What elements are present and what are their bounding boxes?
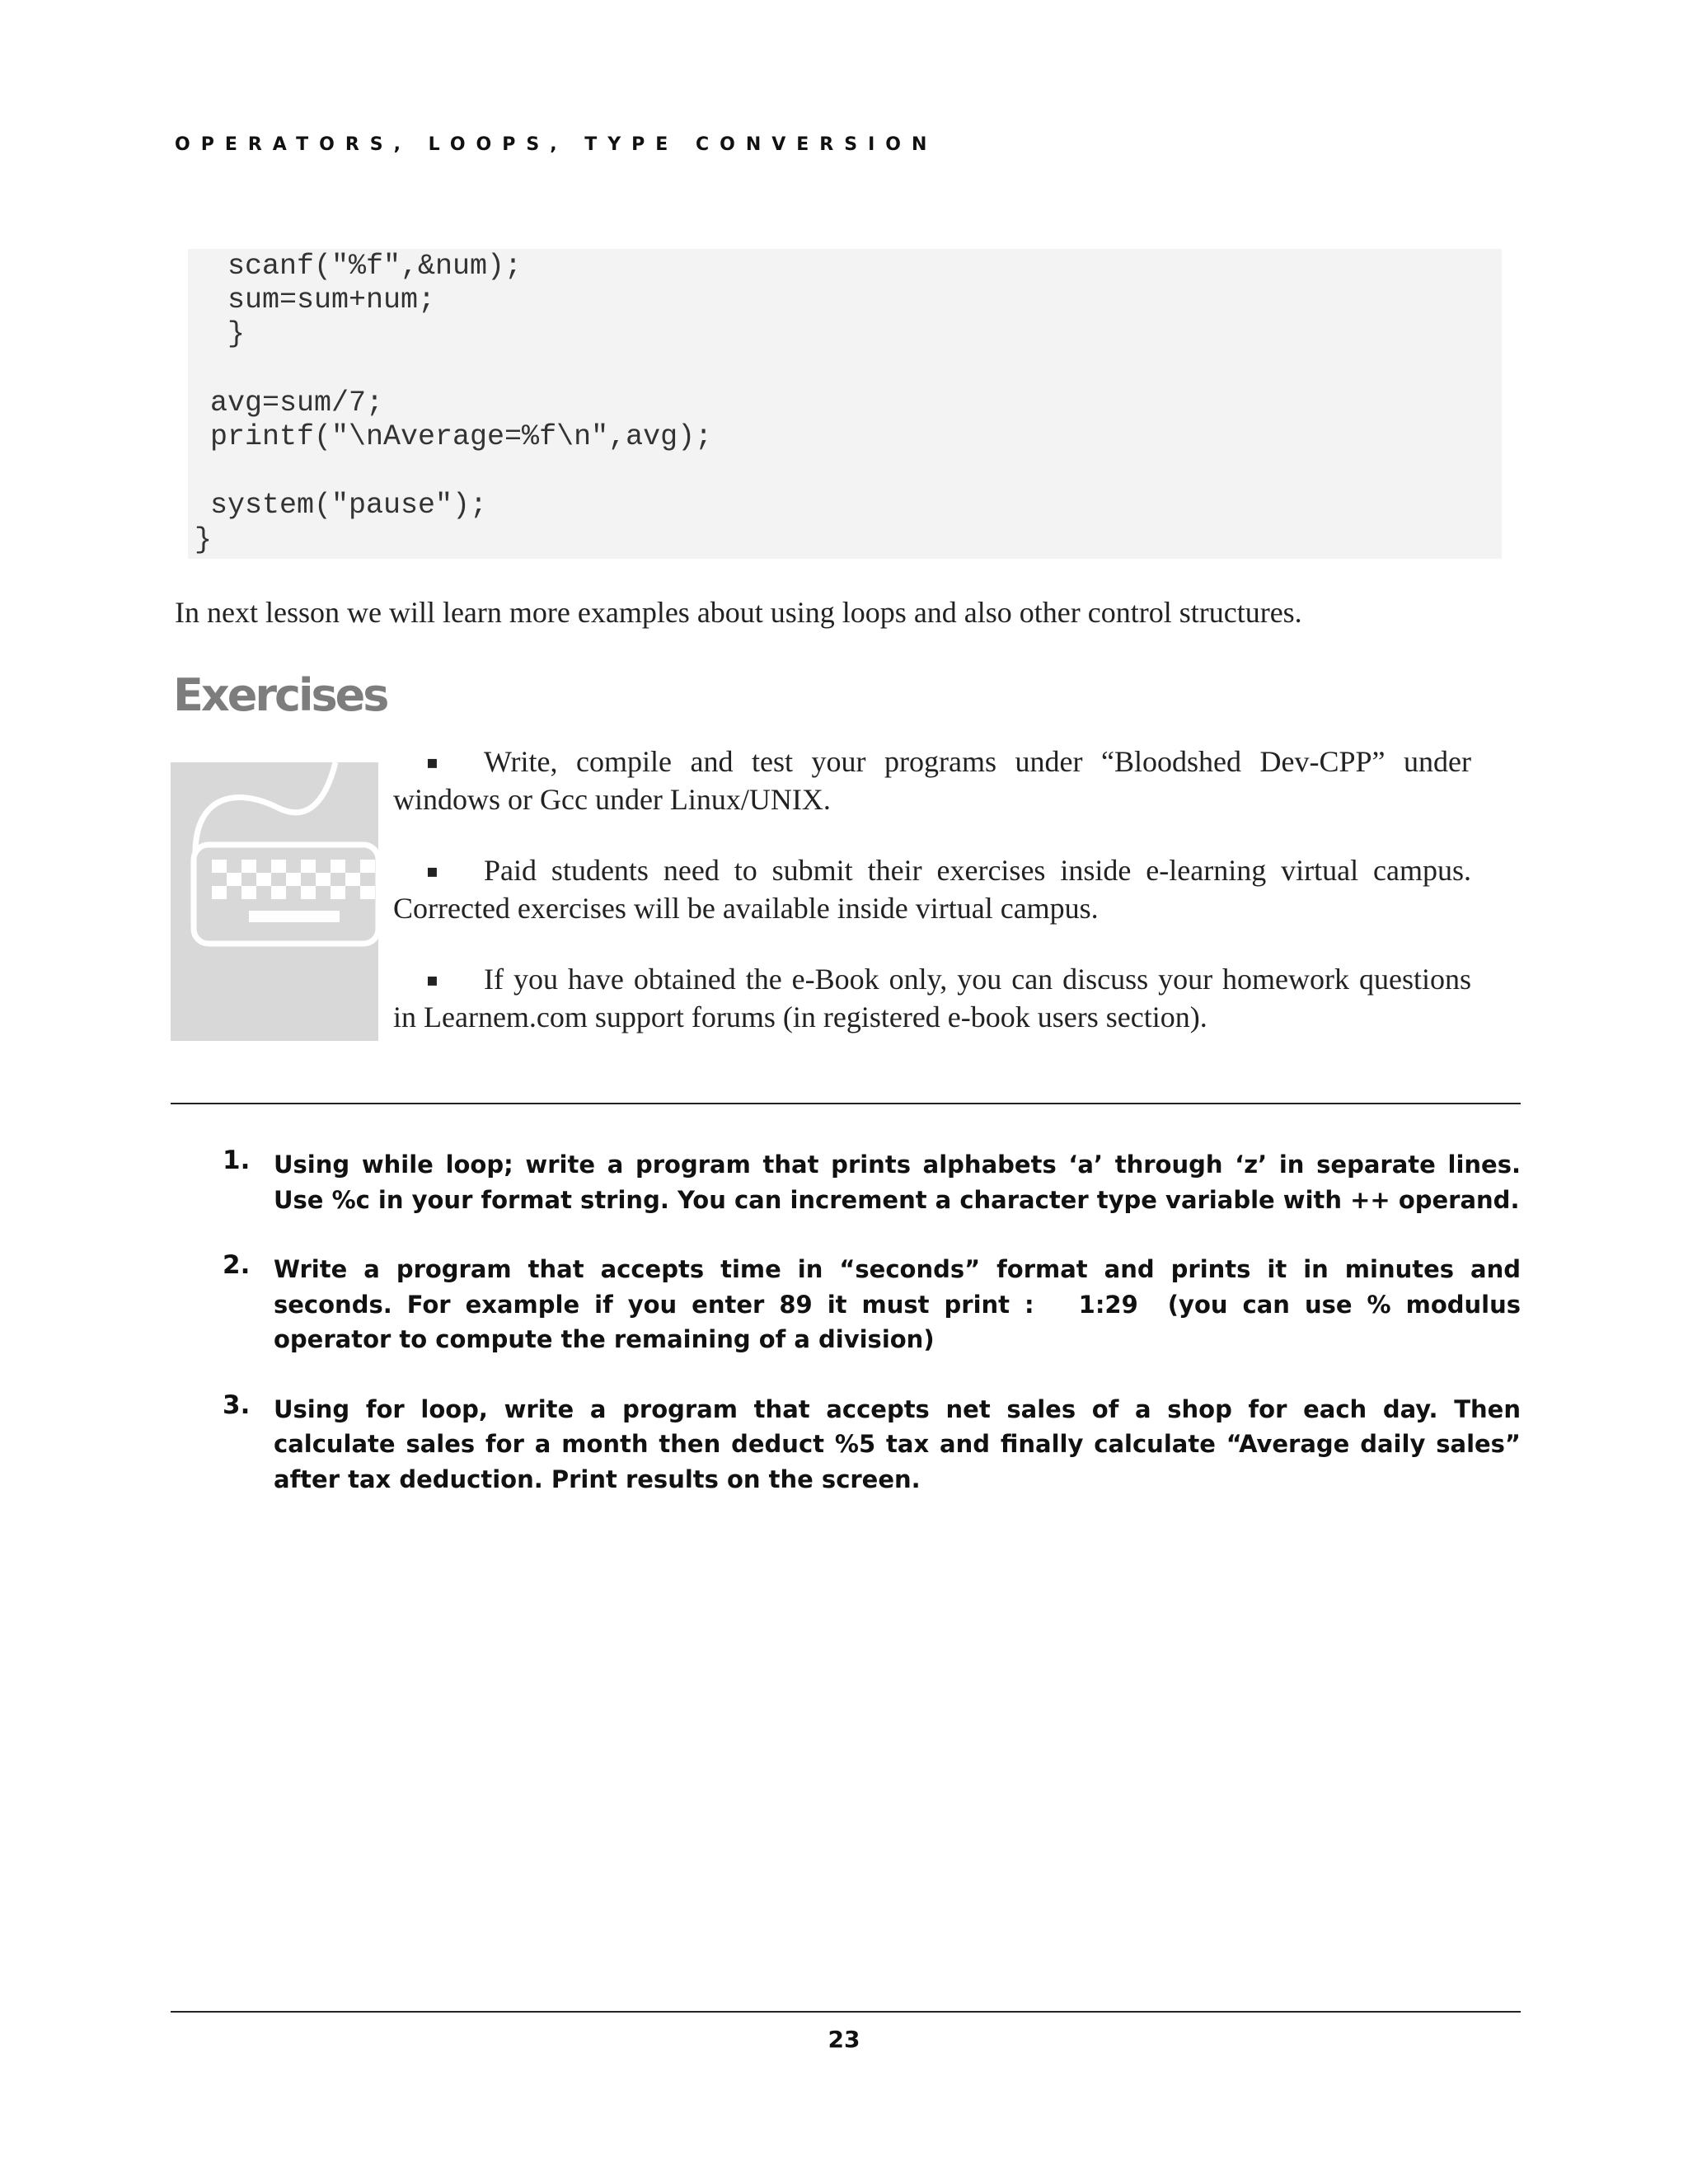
code-line: printf("\nAverage=%f\n",avg); xyxy=(210,420,713,453)
bullet-icon: ▪ xyxy=(426,970,438,991)
exercise-text: Using for loop, write a program that accepts net sales of a shop for each day. Then calculate sales for a month then deduct %5 tax and finally calculate “Average daily sales” after tax deduction. Print results on the screen. xyxy=(274,1394,1530,1493)
code-block xyxy=(188,249,1502,559)
footer-divider xyxy=(171,2011,1521,2013)
exercise-number: 1. xyxy=(223,1146,251,1175)
intro-paragraph: In next lesson we will learn more examples about using loops and also other control structures. xyxy=(175,596,1302,629)
running-header: OPERATORS, LOOPS, TYPE CONVERSION xyxy=(175,134,938,155)
code-line: } xyxy=(195,523,213,556)
page-number: 23 xyxy=(828,2026,860,2053)
bullet-icon: ▪ xyxy=(426,752,438,773)
exercise-number: 3. xyxy=(223,1390,251,1420)
list-item xyxy=(393,852,1471,926)
exercise-item xyxy=(223,1390,1530,1497)
code-line: scanf("%f",&num); xyxy=(227,250,523,283)
code-line: sum=sum+num; xyxy=(227,284,436,316)
code-line: system("pause"); xyxy=(210,489,488,522)
exercise-list xyxy=(223,1146,1530,1531)
exercise-number: 2. xyxy=(223,1250,251,1280)
code-line: avg=sum/7; xyxy=(210,387,384,419)
exercise-item xyxy=(223,1146,1530,1217)
exercise-notes-list xyxy=(393,743,1471,1070)
bullet-icon: ▪ xyxy=(426,861,438,882)
code-line: } xyxy=(227,317,246,350)
exercise-text: Write a program that accepts time in “seconds” format and prints it in minutes and seconds. For example if you enter 89 it must print : 1:29 (you can use % modulus operator to compute the remaining of a division) xyxy=(274,1255,1530,1353)
exercise-text: Using while loop; write a program that prints alphabets ‘a’ through ‘z’ in separate lines. Use %c in your format string. You can increment a character type variable with ++ operand. xyxy=(274,1151,1530,1214)
section-divider xyxy=(171,1103,1521,1104)
bullet-text: Paid students need to submit their exercises inside e-learning virtual campus. Corrected exercises will be available inside virtual campus. xyxy=(393,854,1471,925)
list-item xyxy=(393,961,1471,1035)
keyboard-icon xyxy=(171,762,378,1041)
exercise-item xyxy=(223,1250,1530,1357)
bullet-text: Write, compile and test your programs under “Bloodshed Dev-CPP” under windows or Gcc under Linux/UNIX. xyxy=(393,745,1471,816)
exercises-heading: Exercises xyxy=(173,669,387,721)
list-item xyxy=(393,743,1471,818)
bullet-text: If you have obtained the e-Book only, you can discuss your homework questions in Learnem.com support forums (in registered e-book users section). xyxy=(393,963,1471,1033)
